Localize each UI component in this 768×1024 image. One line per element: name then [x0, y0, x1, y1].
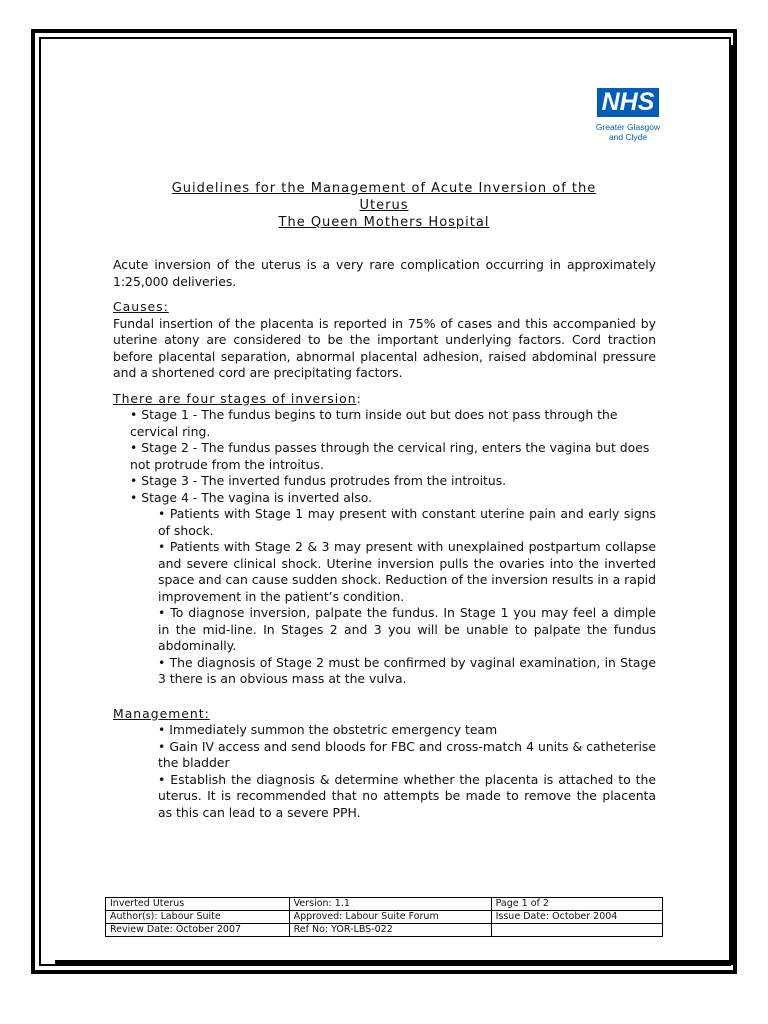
stages-heading-text: There are four stages of inversion [113, 390, 357, 406]
management-item: • Establish the diagnosis & determine whether the placenta is attached to the uterus. It is recommended that no attempts be made to remove the placenta as this can lead to a severe PPH. [158, 771, 656, 820]
causes-heading-text: Causes: [113, 299, 169, 314]
footer-row [106, 898, 663, 911]
nhs-logo-mark: NHS [597, 88, 660, 117]
footer-cell: Issue Date: October 2004 [491, 911, 662, 924]
stage-item: • Stage 3 - The inverted fundus protrudes from the introitus. [130, 473, 507, 488]
stage-note: • Patients with Stage 2 & 3 may present with unexplained postpartum collapse and severe clinical shock. Uterine inversion pulls the ovaries into the inverted space and can cause sudden shock. Reduction of the inversion results in a rapid improvement in the patient’s condition. [158, 539, 656, 604]
title-line1: Guidelines for the Management of Acute Inversion of the [171, 181, 597, 196]
footer-cell: Version: 1.1 [289, 898, 491, 911]
footer-cell: Page 1 of 2 [491, 898, 662, 911]
causes-paragraph: Fundal insertion of the placenta is reported in 75% of cases and this accompanied by uterine atony are considered to be the important underlying factors. Cord traction before placental separation, abnormal placental adhesion, raised abdominal pressure and a shortened cord are precipitating factors. [113, 315, 656, 380]
stage-item: • Stage 2 - The fundus passes through the cervical ring, enters the vagina but does not protrude from the introitus. [130, 440, 650, 472]
footer-cell: Author(s): Labour Suite [106, 911, 290, 924]
footer-cell [491, 924, 662, 937]
footer-cell: Review Date: October 2007 [106, 924, 290, 937]
stage-item: • Stage 4 - The vagina is inverted also. [130, 489, 373, 505]
stage-note: • The diagnosis of Stage 2 must be confirmed by vaginal examination, in Stage 3 there is an obvious mass at the vulva. [158, 654, 656, 686]
stage-note: • To diagnose inversion, palpate the fundus. In Stage 1 you may feel a dimple in the mid-line. In Stages 2 and 3 you will be unable to palpate the fundus abdominally. [158, 605, 656, 653]
nhs-logo-subtitle [583, 122, 673, 142]
management-heading [113, 706, 656, 723]
management-heading-text: Management: [113, 705, 210, 721]
footer-cell: Approved: Labour Suite Forum [289, 911, 491, 924]
footer-cell: Inverted Uterus [106, 898, 290, 911]
management-item: • Gain IV access and send bloods for FBC and cross-match 4 units & catheterise the bladder [158, 738, 656, 770]
document-body [113, 257, 656, 821]
nhs-logo-line1: Greater Glasgow [595, 122, 661, 132]
title-line3: The Queen Mothers Hospital [278, 215, 490, 230]
page-border-shadow-right [731, 45, 737, 965]
nhs-logo [583, 88, 673, 142]
stage-item: • Stage 1 - The fundus begins to turn inside out but does not pass through the cervical ring. [130, 407, 618, 439]
footer-cell: Ref No: YOR-LBS-022 [289, 924, 491, 937]
document-footer-table [105, 897, 663, 937]
intro-paragraph: Acute inversion of the uterus is a very rare complication occurring in approximately 1:25,000 deliveries. [113, 257, 656, 289]
stage-note: • Patients with Stage 1 may present with constant uterine pain and early signs of shock. [158, 506, 656, 538]
footer-row [106, 924, 663, 937]
section-gap [113, 688, 656, 706]
page-border-shadow-bottom [55, 960, 737, 965]
management-item: • Immediately summon the obstetric emergency team [158, 722, 498, 737]
document-title [113, 180, 655, 231]
stages-heading-suffix: : [356, 390, 362, 406]
stages-heading [113, 391, 656, 408]
causes-heading [113, 299, 656, 316]
footer-row [106, 911, 663, 924]
title-line2: Uterus [359, 198, 409, 213]
nhs-logo-line2: and Clyde [608, 132, 648, 142]
